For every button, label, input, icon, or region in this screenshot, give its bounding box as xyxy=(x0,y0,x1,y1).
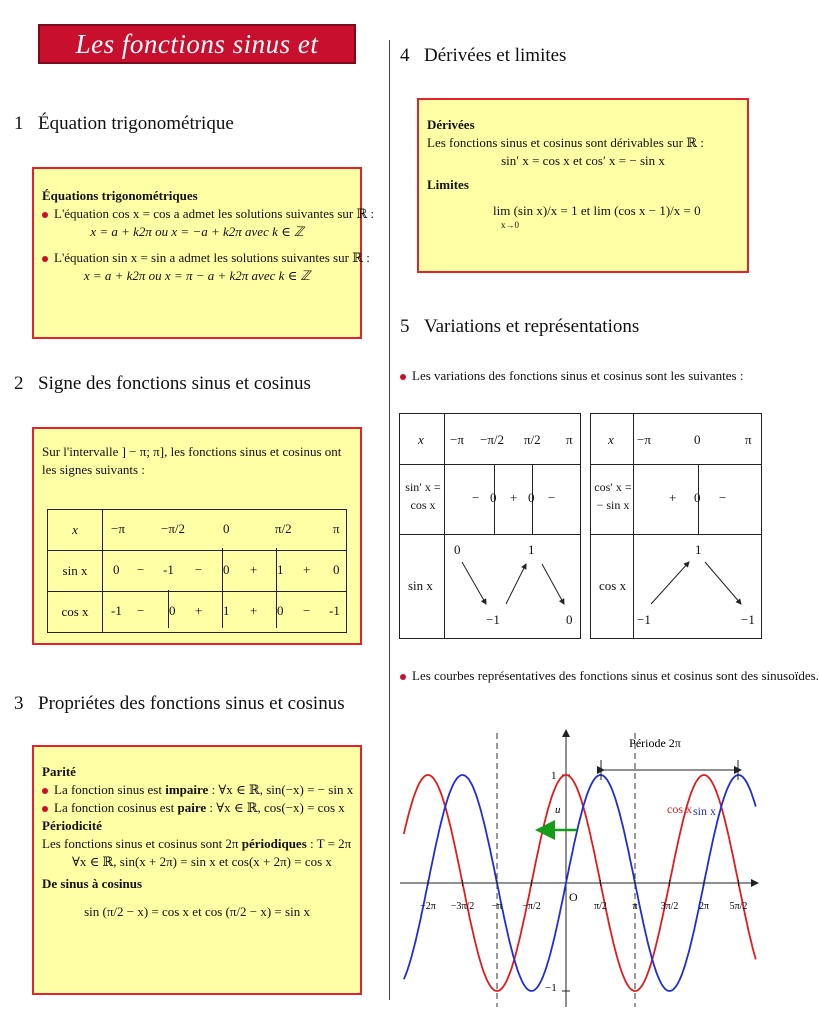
cell-text: x xyxy=(418,432,424,447)
cell-text: 0 xyxy=(694,432,701,447)
cell-text: π/2 xyxy=(275,521,292,536)
cell-text: 1 xyxy=(528,542,535,557)
limit-formula: lim (sin x)/x = 1 et lim (cos x − 1)/x = 0 xyxy=(493,203,701,218)
box-heading: Dérivées xyxy=(427,117,475,132)
variation-arrows xyxy=(591,414,761,638)
equation-sin: L'équation sin x = sin a admet les solutions suivantes sur ℝ : xyxy=(54,250,370,265)
section-2-title xyxy=(14,373,311,395)
section-number: 1 xyxy=(14,113,24,134)
x-tick-label: −2π xyxy=(420,901,436,912)
x-tick-label: 3π/2 xyxy=(660,901,679,912)
bullet-icon xyxy=(42,212,48,218)
section-label: Variations et représentations xyxy=(424,316,640,337)
x-tick-label: −π xyxy=(491,901,503,912)
cell-text: 0 xyxy=(223,562,230,577)
text: Les courbes représentatives des fonctions sinus et cosinus sont des sinusoïdes. xyxy=(412,668,819,683)
cell-text: 0 xyxy=(169,603,176,618)
variation-table-cos xyxy=(590,413,762,639)
section-number: 2 xyxy=(14,373,24,394)
cell-text: -1 xyxy=(163,562,174,577)
function-label: cos x xyxy=(599,578,627,593)
bullet-icon xyxy=(42,788,48,794)
x-tick-label: −π/2 xyxy=(522,901,541,912)
box-heading: Limites xyxy=(427,177,469,192)
header-x xyxy=(48,510,103,551)
cell-text: + xyxy=(250,562,258,577)
box-derivatives xyxy=(417,98,749,273)
cos-label: cos x xyxy=(667,802,692,816)
sign-table xyxy=(47,509,347,633)
equation-cos: L'équation cos x = cos a admet les solutions suivantes sur ℝ : xyxy=(54,206,375,221)
text: : T = 2π xyxy=(306,836,352,851)
bullet-icon xyxy=(400,674,406,680)
cell-text: −π/2 xyxy=(161,521,186,536)
cell-text: 0 xyxy=(113,562,120,577)
header-values xyxy=(103,510,347,551)
text: Les fonctions sinus et cosinus sont 2π xyxy=(42,836,242,851)
sin-row-values xyxy=(103,551,347,592)
cell-text: − xyxy=(719,490,727,505)
limit-subscript: x→0 xyxy=(501,220,519,230)
cell-text: − xyxy=(472,490,480,505)
cell-text: − xyxy=(137,562,145,577)
cell-text: 0 xyxy=(223,521,230,536)
box-heading: Parité xyxy=(42,764,76,779)
keyword: paire xyxy=(177,800,207,815)
origin-label: O xyxy=(569,890,578,904)
sin-label: sin x xyxy=(693,804,717,818)
graph-axes xyxy=(400,733,755,1007)
cell-text: −π xyxy=(450,432,464,447)
solution-cos: x = a + k2π ou x = −a + k2π avec k ∈ ℤ xyxy=(90,224,304,239)
section-5-title xyxy=(400,316,639,338)
cell-text: 0 xyxy=(454,542,461,557)
cell-text: π xyxy=(745,432,752,447)
table-row xyxy=(48,592,347,633)
vector-label: u⃗ xyxy=(555,804,570,816)
signs-intro: Sur l'intervalle ] − π; π], les fonctions sinus et cosinus ont les signes suivants : xyxy=(42,444,342,477)
cell-text: 1 xyxy=(223,603,230,618)
cell-text: 0 xyxy=(566,612,573,627)
section-4-title xyxy=(400,45,566,67)
variation-arrows xyxy=(400,414,580,638)
sign-table-separator xyxy=(276,548,277,628)
x-tick-label: −3π/2 xyxy=(450,901,475,912)
sin-cos-formula: sin (π/2 − x) = cos x et cos (π/2 − x) = sin x xyxy=(84,904,310,919)
sign-table-separator xyxy=(168,590,169,628)
section-number: 4 xyxy=(400,45,410,66)
box-heading: De sinus à cosinus xyxy=(42,876,143,891)
section-label: Équation trigonométrique xyxy=(38,113,234,134)
derivative-label: cos′ x = − sin x xyxy=(594,480,632,512)
cell-text: -1 xyxy=(111,603,122,618)
text: Les variations des fonctions sinus et cosinus sont les suivantes : xyxy=(412,368,744,383)
text: : ∀x ∈ ℝ, sin(−x) = − sin x xyxy=(208,782,354,797)
x-tick-labels xyxy=(420,880,747,912)
periodicity-formula: ∀x ∈ ℝ, sin(x + 2π) = sin x et cos(x + 2π) = cos x xyxy=(72,854,332,869)
cell-text: −1 xyxy=(637,612,651,627)
cell-text: −π xyxy=(111,521,125,536)
cell-text: −1 xyxy=(741,612,755,627)
cell-text: x xyxy=(72,522,78,537)
table-row xyxy=(48,510,347,551)
section-number: 5 xyxy=(400,316,410,337)
variation-table-sin xyxy=(399,413,581,639)
section-3-title xyxy=(14,693,345,715)
period-label: Période 2π xyxy=(629,736,681,750)
bullet-icon xyxy=(42,256,48,262)
cell-text: π xyxy=(566,432,573,447)
box-equations xyxy=(32,167,375,339)
cell-text: 0 xyxy=(694,490,701,505)
cell-text: 0 xyxy=(277,603,284,618)
sinusoid-graph xyxy=(395,725,760,1015)
text: La fonction cosinus est xyxy=(54,800,178,815)
derivative-formula: sin′ x = cos x et cos′ x = − sin x xyxy=(501,153,665,168)
box-heading: Périodicité xyxy=(42,818,102,833)
cell-text: − xyxy=(195,562,203,577)
text: : ∀x ∈ ℝ, cos(−x) = cos x xyxy=(206,800,345,815)
cell-text: 0 xyxy=(490,490,497,505)
cos-row-values xyxy=(103,592,347,633)
keyword: périodiques xyxy=(241,836,307,851)
bullet-icon xyxy=(42,806,48,812)
cell-text: π/2 xyxy=(524,432,541,447)
box-properties xyxy=(32,745,362,995)
cell-text: + xyxy=(250,603,258,618)
derivative-label: sin′ x = cos x xyxy=(405,480,441,512)
bullet-icon xyxy=(400,374,406,380)
cell-text: −π xyxy=(637,432,651,447)
cell-text: -1 xyxy=(329,603,340,618)
cell-text: π xyxy=(333,521,340,536)
cell-text: x xyxy=(608,432,614,447)
keyword: impaire xyxy=(165,782,209,797)
cell-text: 0 xyxy=(528,490,535,505)
function-label: sin x xyxy=(408,578,433,593)
box-heading: Équations trigonométriques xyxy=(42,188,198,203)
cell-text: 1 xyxy=(695,542,702,557)
table-row xyxy=(48,551,347,592)
curves-intro xyxy=(400,668,819,684)
page-title: Les fonctions sinus et cosinus xyxy=(38,24,356,64)
cell-text: − xyxy=(137,603,145,618)
variations-intro xyxy=(400,368,743,384)
row-label: cos x xyxy=(48,592,103,633)
x-tick-label: π xyxy=(632,901,638,912)
cell-text: + xyxy=(303,562,311,577)
row-label: sin x xyxy=(48,551,103,592)
section-label: Dérivées et limites xyxy=(424,45,567,66)
cell-text: 0 xyxy=(333,562,340,577)
cell-text: − xyxy=(548,490,556,505)
y-tick-1: 1 xyxy=(551,770,557,782)
cell-text: + xyxy=(195,603,203,618)
section-label: Signe des fonctions sinus et cosinus xyxy=(38,373,311,394)
y-tick-minus-1: −1 xyxy=(545,982,557,994)
x-tick-label: 5π/2 xyxy=(729,901,748,912)
cell-text: + xyxy=(510,490,518,505)
cell-text: −π/2 xyxy=(480,432,505,447)
x-tick-label: π/2 xyxy=(594,901,607,912)
derivative-text: Les fonctions sinus et cosinus sont dérivables sur ℝ : xyxy=(427,135,704,150)
column-divider xyxy=(389,40,390,1000)
section-number: 3 xyxy=(14,693,24,714)
sign-table-separator xyxy=(222,548,223,628)
text: La fonction sinus est xyxy=(54,782,166,797)
cell-text: − xyxy=(303,603,311,618)
section-label: Propriétes des fonctions sinus et cosinus xyxy=(38,693,345,714)
cell-text: 1 xyxy=(277,562,284,577)
cell-text: −1 xyxy=(486,612,500,627)
x-tick-label: 2π xyxy=(698,901,710,912)
cell-text: + xyxy=(669,490,677,505)
section-1-title xyxy=(14,113,234,135)
solution-sin: x = a + k2π ou x = π − a + k2π avec k ∈ ℤ xyxy=(83,268,311,283)
